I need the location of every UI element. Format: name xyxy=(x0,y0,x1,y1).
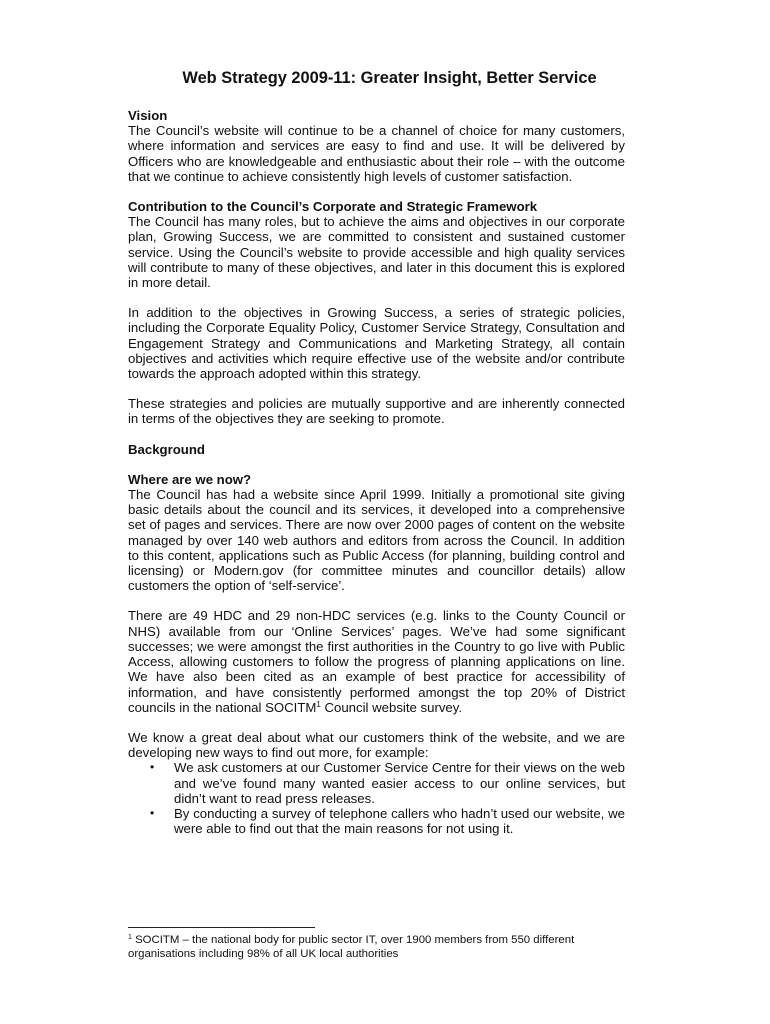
background-paragraph-1: The Council has had a website since April 1999. Initially a promotional site giving basic details about the council and its services, it developed into a comprehensive set of pages and services. There are now over 2000 pages of content on the website managed by over 140 web authors and editors from across the Council. In addition to this content, applications such as Public Access (for planning, building control and licensing) or Modern.gov (for committee minutes and councillor details) allow customers the option of ‘self-service’. xyxy=(128,487,625,594)
footnote-divider xyxy=(128,927,315,928)
document-page xyxy=(128,68,625,836)
contribution-heading: Contribution to the Council’s Corporate and Strategic Framework xyxy=(128,199,538,215)
list-item xyxy=(150,760,625,806)
page-title: Web Strategy 2009-11: Greater Insight, Better Service xyxy=(182,69,597,87)
footnote-text: SOCITM – the national body for public sector IT, over 1900 members from 550 different organisations including 98% of all UK local authorities xyxy=(128,934,575,960)
where-are-we-now-heading: Where are we now? xyxy=(128,471,252,487)
footnote-number: 1 xyxy=(128,934,132,941)
list-item-text: We ask customers at our Customer Service Centre for their views on the web and we’ve found many wanted easier access to our online services, but didn’t want to read press releases. xyxy=(174,760,625,806)
examples-list xyxy=(128,760,625,836)
background-paragraph-2-text: There are 49 HDC and 29 non-HDC services (e.g. links to the County Council or NHS) available from our ‘Online Services’ pages. We’ve had some significant successes; we were amongst the first authorities in the Country to go live with Public Access, allowing customers to follow the progress of planning applications on line. We have also been cited as an example of best practice for accessibility of information, and have consistently performed amongst the top 20% of District councils in the national SOCITM xyxy=(128,608,625,715)
list-item-text: By conducting a survey of telephone callers who hadn’t used our website, we were able to find out that the main reasons for not using it. xyxy=(174,805,625,837)
contribution-paragraph-1: The Council has many roles, but to achieve the aims and objectives in our corporate plan, Growing Success, we are committed to consistent and sustained customer service. Using the Council’s website to provide accessible and high quality services will contribute to many of these objectives, and later in this document this is explored in more detail. xyxy=(128,214,625,291)
background-paragraph-2 xyxy=(128,608,625,714)
vision-heading: Vision xyxy=(128,108,168,123)
list-item xyxy=(150,805,625,837)
footnote xyxy=(128,933,625,961)
background-paragraph-2-end: Council website survey. xyxy=(320,699,463,715)
contribution-paragraph-3: These strategies and policies are mutually supportive and are inherently connected in terms of the objectives they are seeking to promote. xyxy=(128,396,625,427)
footnote-reference: 1 xyxy=(316,699,321,709)
vision-paragraph: The Council’s website will continue to be a channel of choice for many customers, where information and services are easy to find and use. It will be delivered by Officers who are knowledgeable and enthusiastic about their role – with the outcome that we continue to achieve consistently high levels of customer satisfaction. xyxy=(128,123,625,184)
background-heading: Background xyxy=(128,441,205,457)
contribution-paragraph-2: In addition to the objectives in Growing Success, a series of strategic policies, including the Corporate Equality Policy, Customer Service Strategy, Consultation and Engagement Strategy and Communications and Marketing Strategy, all contain objectives and activities which require effective use of the website and/or contribute towards the approach adopted within this strategy. xyxy=(128,305,625,382)
bullet-icon: • xyxy=(150,805,155,820)
background-paragraph-3: We know a great deal about what our customers think of the website, and we are developing new ways to find out more, for example: xyxy=(128,729,625,761)
bullet-icon: • xyxy=(150,760,155,775)
